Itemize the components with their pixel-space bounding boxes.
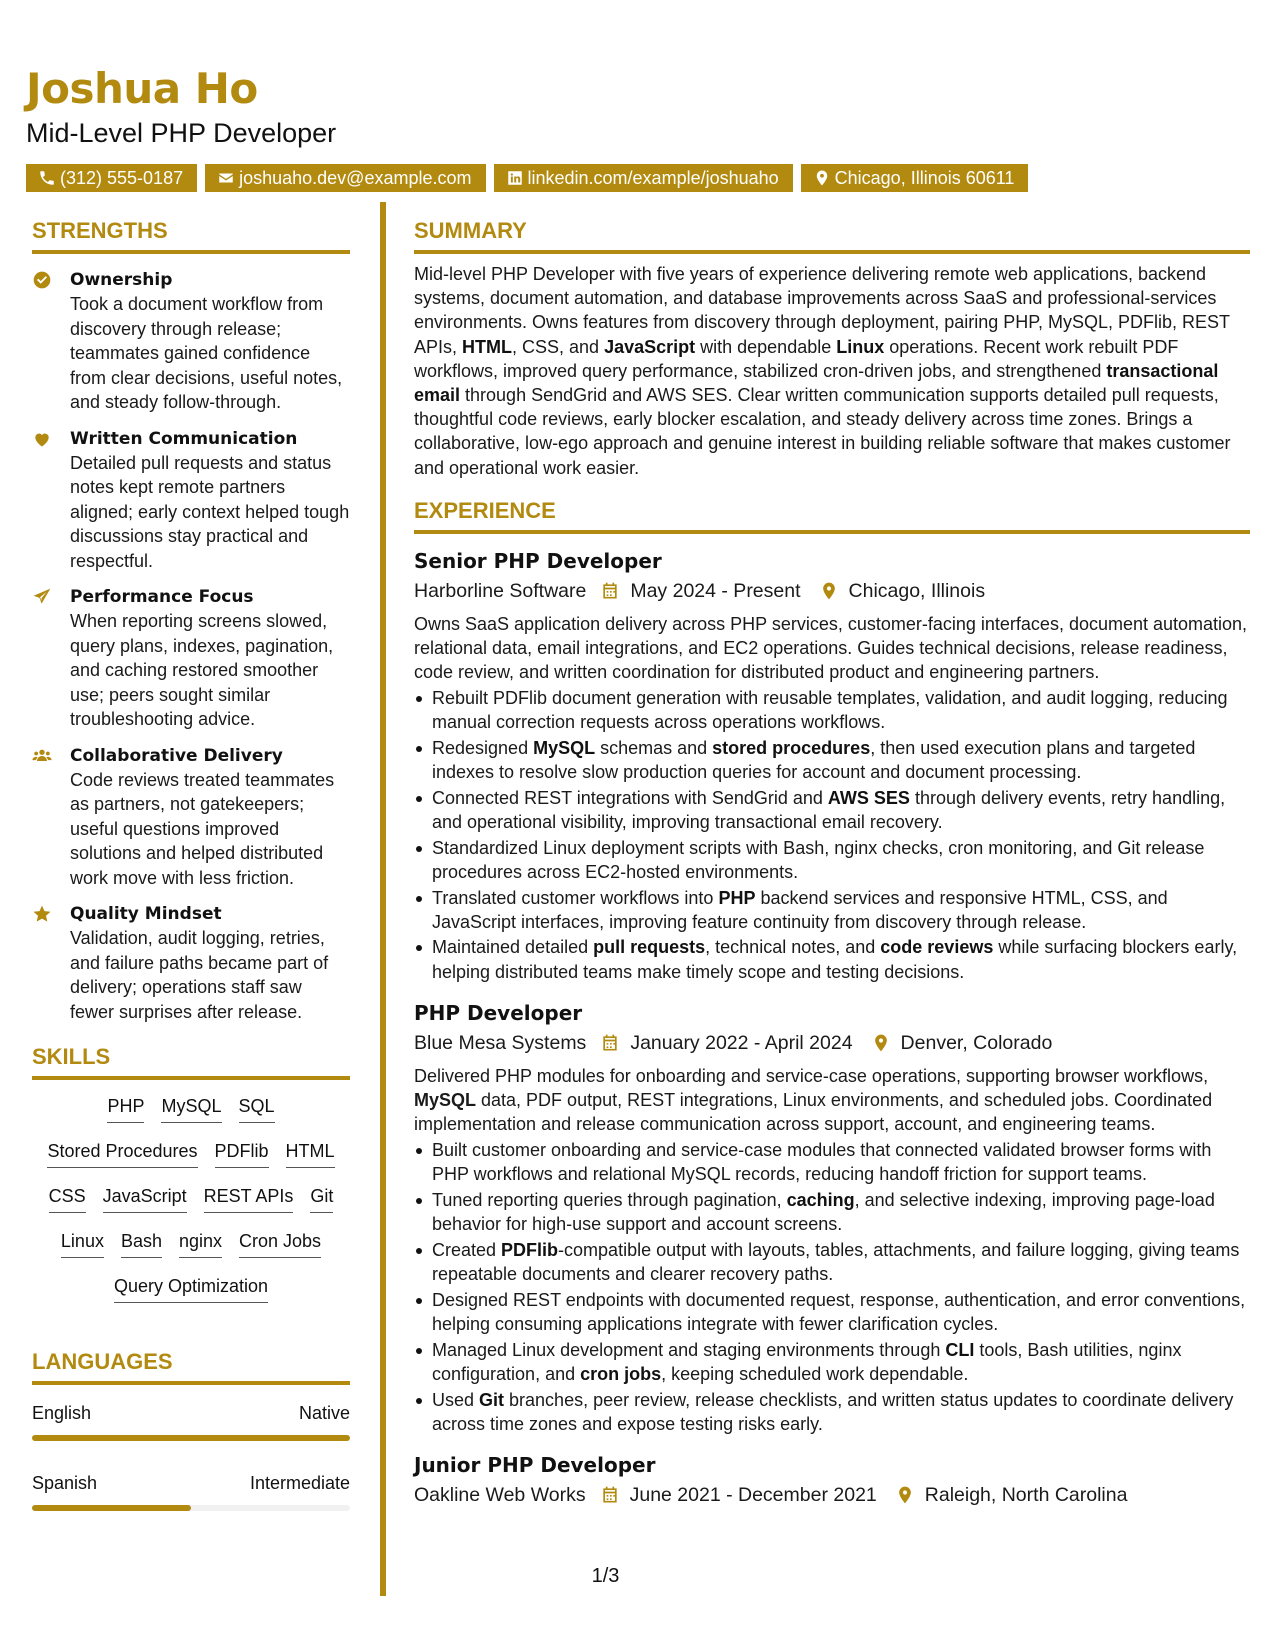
star-icon xyxy=(32,904,52,924)
strength-name: Collaborative Delivery xyxy=(70,745,283,766)
strength-name: Performance Focus xyxy=(70,587,254,607)
skill-tag: REST APIs xyxy=(204,1184,294,1213)
job-title: Junior PHP Developer xyxy=(414,1452,656,1477)
candidate-title: Mid-Level PHP Developer xyxy=(26,118,337,148)
job-bullet: Built customer onboarding and service-case modules that connected validated browser forms with PHP workflows and relational MySQL records, reducing handoff friction for support teams. xyxy=(414,1138,1250,1186)
job-company: Harborline Software xyxy=(414,579,587,602)
strength-name: Quality Mindset xyxy=(70,904,222,924)
contact-email[interactable] xyxy=(205,164,485,192)
summary-heading: SUMMARY xyxy=(414,216,1250,254)
column-divider xyxy=(380,202,386,1596)
strength-item xyxy=(32,902,350,1024)
language-item xyxy=(32,1401,350,1441)
page-number: 1/3 xyxy=(591,1565,620,1587)
strength-desc: Validation, audit logging, retries, and failure paths became part of delivery; operations staff saw fewer surprises after release. xyxy=(70,928,329,1022)
resume-header xyxy=(26,58,1256,192)
calendar-icon xyxy=(600,1485,620,1505)
strength-item xyxy=(32,268,350,415)
skill-tag: nginx xyxy=(179,1229,222,1258)
map-pin-icon xyxy=(813,169,831,187)
language-level: Native xyxy=(298,1403,350,1423)
skills-list xyxy=(32,1094,350,1319)
skills-section xyxy=(32,1042,350,1319)
language-name: Spanish xyxy=(32,1473,98,1493)
job-entry xyxy=(414,1450,1250,1510)
language-name: English xyxy=(32,1403,92,1423)
summary-text: Mid-level PHP Developer with five years of experience delivering remote web applications, backend systems, document automation, and database improvements across SaaS and professional-services environments. Owns features from discovery through deployment, pairing PHP, MySQL, PDFlib, REST APIs, HTML, CSS, and JavaScript with dependable Linux operations. Recent work rebuilt PDF workflows, improved query performance, stabilized cron-driven jobs, and strengthened transactional email through SendGrid and AWS SES. Clear written communication supports detailed pull requests, thoughtful code reviews, early blocker escalation, and steady delivery across time zones. Brings a collaborative, low-ego approach and genuine interest in building reliable software that makes customer and operational work easier. xyxy=(414,264,1231,478)
job-bullets xyxy=(414,1138,1250,1436)
map-pin-icon xyxy=(871,1033,891,1053)
heart-icon xyxy=(32,429,52,449)
job-bullet: Redesigned MySQL schemas and stored procedures, then used execution plans and targeted indexes to resolve slow production queries for account and document processing. xyxy=(414,736,1250,784)
experience-heading: EXPERIENCE xyxy=(414,496,1250,534)
map-pin-icon xyxy=(819,581,839,601)
job-dates: January 2022 - April 2024 xyxy=(630,1031,853,1054)
skill-row xyxy=(32,1229,350,1274)
job-bullet: Standardized Linux deployment scripts with Bash, nginx checks, cron monitoring, and Git release procedures across EC2-hosted environments. xyxy=(414,836,1250,884)
skill-row xyxy=(32,1184,350,1229)
job-bullet: Created PDFlib-compatible output with layouts, tables, attachments, and failure logging, giving teams repeatable documents and clearer recovery paths. xyxy=(414,1238,1250,1286)
job-company: Oakline Web Works xyxy=(414,1483,586,1506)
strength-item xyxy=(32,585,350,732)
skill-row xyxy=(32,1094,350,1139)
map-pin-icon xyxy=(895,1485,915,1505)
paper-plane-icon xyxy=(32,587,52,607)
job-location: Chicago, Illinois xyxy=(848,579,986,602)
strengths-list xyxy=(32,268,350,1024)
users-icon xyxy=(32,746,52,766)
linkedin-text: linkedin.com/example/joshuaho xyxy=(527,168,779,188)
check-circle-icon xyxy=(32,270,52,290)
job-bullet: Maintained detailed pull requests, technical notes, and code reviews while surfacing blockers early, helping distributed teams make timely scope and testing decisions. xyxy=(414,935,1250,983)
strengths-heading: STRENGTHS xyxy=(32,216,350,254)
envelope-icon xyxy=(217,169,235,187)
job-meta xyxy=(414,1480,1250,1510)
job-bullet: Designed REST endpoints with documented request, response, authentication, and error conventions, helping consuming applications integrate with fewer clarification cycles. xyxy=(414,1288,1250,1336)
contact-linkedin[interactable] xyxy=(494,164,793,192)
main-column xyxy=(414,216,1250,1510)
skill-tag: PDFlib xyxy=(215,1139,269,1168)
language-level: Intermediate xyxy=(249,1473,350,1493)
job-company: Blue Mesa Systems xyxy=(414,1031,587,1054)
job-description: Delivered PHP modules for onboarding and service-case operations, supporting browser workflows, MySQL data, PDF output, REST integrations, Linux environments, and scheduled jobs. Coordinated implementation and release communication across support, account, and engineering teams. xyxy=(414,1065,1213,1135)
strength-item xyxy=(32,744,350,891)
job-meta xyxy=(414,1028,1250,1058)
skill-tag: Git xyxy=(310,1184,333,1213)
job-bullet: Rebuilt PDFlib document generation with reusable templates, validation, and audit logging, reducing manual correction requests across operations workflows. xyxy=(414,686,1250,734)
skill-tag: HTML xyxy=(286,1139,335,1168)
strength-name: Ownership xyxy=(70,270,173,290)
job-meta xyxy=(414,576,1250,606)
contact-phone[interactable] xyxy=(26,164,197,192)
candidate-name: Joshua Ho xyxy=(26,64,258,113)
languages-section xyxy=(32,1347,350,1511)
job-description: Owns SaaS application delivery across PHP services, customer-facing interfaces, document automation, relational data, email integrations, and EC2 operations. Guides technical decisions, release readiness, code review, and written coordination for distributed product and engineering partners. xyxy=(414,613,1248,683)
job-location: Raleigh, North Carolina xyxy=(924,1483,1128,1506)
language-item xyxy=(32,1471,350,1511)
languages-heading: LANGUAGES xyxy=(32,1347,350,1385)
job-title: PHP Developer xyxy=(414,1000,583,1025)
job-bullet: Managed Linux development and staging environments through CLI tools, Bash utilities, nginx configuration, and cron jobs, keeping scheduled work dependable. xyxy=(414,1338,1250,1386)
job-entry xyxy=(414,546,1250,984)
phone-icon xyxy=(38,169,56,187)
skill-tag: Stored Procedures xyxy=(47,1139,197,1168)
experience-section xyxy=(414,496,1250,1510)
job-bullet: Tuned reporting queries through pagination, caching, and selective indexing, improving page-load behavior for high-use support and account screens. xyxy=(414,1188,1250,1236)
skill-tag: MySQL xyxy=(161,1094,221,1123)
skill-tag: Query Optimization xyxy=(114,1274,268,1303)
job-title: Senior PHP Developer xyxy=(414,548,662,573)
sidebar xyxy=(32,216,350,1511)
language-proficiency-bar xyxy=(32,1505,350,1511)
strength-item xyxy=(32,427,350,574)
location-text: Chicago, Illinois 60611 xyxy=(834,168,1015,188)
strength-name: Written Communication xyxy=(70,428,298,449)
job-dates: June 2021 - December 2021 xyxy=(629,1483,877,1506)
skill-tag: CSS xyxy=(49,1184,86,1213)
skill-tag: Cron Jobs xyxy=(239,1229,321,1258)
skill-tag: JavaScript xyxy=(103,1184,187,1213)
language-proficiency-fill xyxy=(32,1435,350,1441)
skill-row xyxy=(32,1274,350,1319)
skill-row xyxy=(32,1139,350,1184)
skill-tag: SQL xyxy=(239,1094,275,1123)
language-proficiency-bar xyxy=(32,1435,350,1441)
job-entry xyxy=(414,998,1250,1436)
jobs-list xyxy=(414,546,1250,1510)
job-bullet: Used Git branches, peer review, release checklists, and written status updates to coordinate delivery across time zones and expose testing risks early. xyxy=(414,1388,1250,1436)
job-bullet: Translated customer workflows into PHP backend services and responsive HTML, CSS, and JavaScript interfaces, improving feature continuity from discovery through release. xyxy=(414,886,1250,934)
job-bullets xyxy=(414,686,1250,984)
language-proficiency-fill xyxy=(32,1505,191,1511)
linkedin-icon xyxy=(506,169,524,187)
calendar-icon xyxy=(600,1033,620,1053)
contact-location xyxy=(801,164,1029,192)
skills-heading: SKILLS xyxy=(32,1042,350,1080)
job-location: Denver, Colorado xyxy=(900,1031,1053,1054)
job-dates: May 2024 - Present xyxy=(630,579,801,602)
email-text: joshuaho.dev@example.com xyxy=(239,168,472,188)
calendar-icon xyxy=(600,581,620,601)
skill-tag: Linux xyxy=(61,1229,104,1258)
job-bullet: Connected REST integrations with SendGrid and AWS SES through delivery events, retry handling, and operational visibility, improving transactional email recovery. xyxy=(414,786,1250,834)
strength-desc: Detailed pull requests and status notes kept remote partners aligned; early context helped tough discussions stay practical and respectful. xyxy=(70,452,350,571)
strength-desc: Took a document workflow from discovery through release; teammates gained confidence from clear decisions, useful notes, and steady follow-through. xyxy=(70,294,343,412)
strength-desc: When reporting screens slowed, query plans, indexes, pagination, and caching restored smoother use; peers sought similar troubleshooting advice. xyxy=(70,611,334,729)
strength-desc: Code reviews treated teammates as partners, not gatekeepers; useful questions improved solutions and helped distributed work move with less friction. xyxy=(70,769,335,888)
phone-text: (312) 555-0187 xyxy=(60,168,184,188)
contact-bar xyxy=(26,164,1256,192)
skill-tag: PHP xyxy=(107,1094,144,1123)
skill-tag: Bash xyxy=(121,1229,162,1258)
